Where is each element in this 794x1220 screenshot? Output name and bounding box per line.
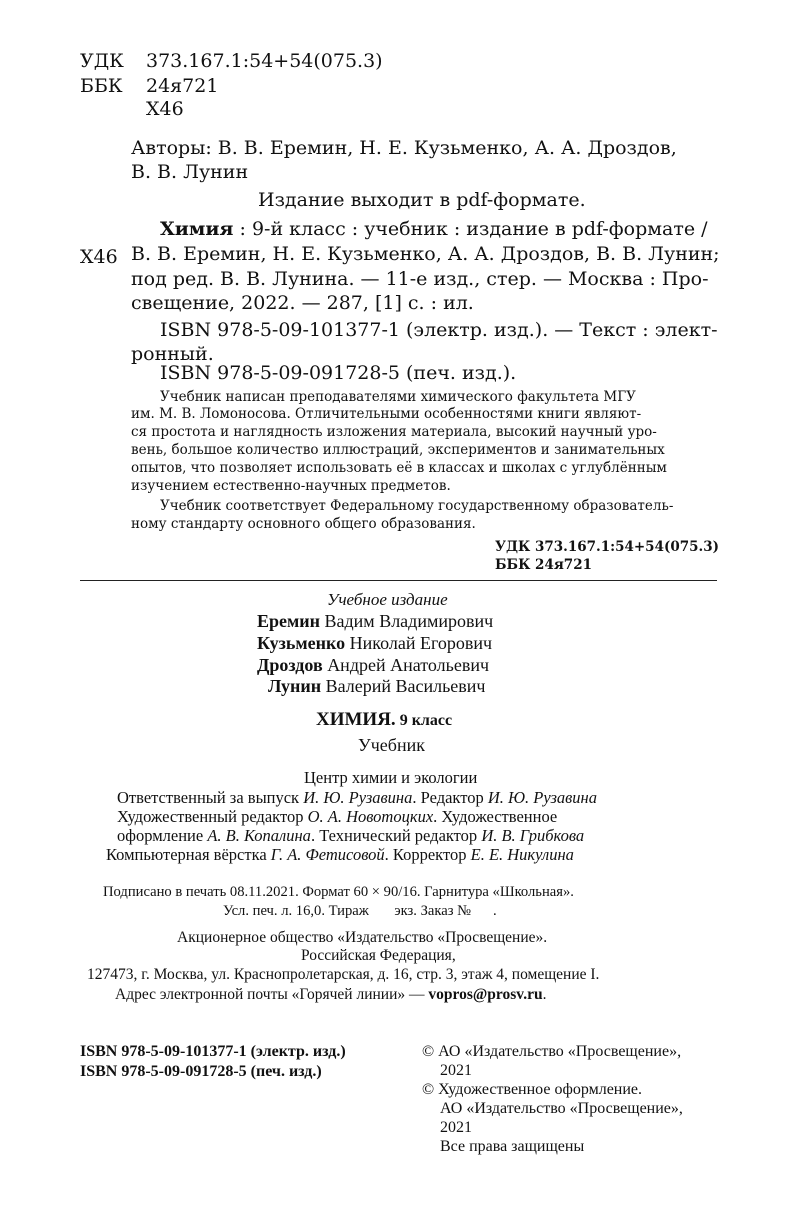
email-link[interactable]: vopros@prosv.ru <box>428 986 543 1003</box>
author-1 <box>257 611 493 632</box>
divider <box>80 580 717 581</box>
annotation-line-8: ному стандарту основного общего образования. <box>131 516 476 532</box>
annotation-line-3: ся простота и наглядность изложения материала, высокий научный уро- <box>131 424 657 440</box>
book-title <box>316 709 452 731</box>
catalog-mark: Х46 <box>80 246 118 268</box>
author-4-surname: Лунин <box>268 676 322 696</box>
bbk-label: ББК <box>80 75 123 97</box>
catalog-title: Химия <box>160 218 234 240</box>
annotation-line-4: вень, большое количество иллюстраций, экспериментов и занимательных <box>131 442 665 458</box>
staff-person: И. В. Грибкова <box>481 826 585 845</box>
annotation-line-5: опытов, что позволяет использовать её в классах и школах с углублённым <box>131 460 667 476</box>
staff-person: А. В. Копалина <box>207 826 311 845</box>
author-3-surname: Дроздов <box>257 655 323 675</box>
publisher-email-line <box>115 986 546 1004</box>
staff-person: Г. А. Фетисовой <box>270 845 385 864</box>
udk-label: УДК <box>80 50 124 72</box>
author-2-surname: Кузьменко <box>257 633 346 653</box>
print-info-line-1: Подписано в печать 08.11.2021. Формат 60 × 90/16. Гарнитура «Школьная». <box>103 884 574 900</box>
isbn-electronic-line-1: ISBN 978-5-09-101377-1 (электр. изд.). — Текст : элект- <box>160 319 718 341</box>
catalog-line-4: свещение, 2022. — 287, [1] с. : ил. <box>131 292 474 314</box>
edition-type: Учебное издание <box>327 590 448 609</box>
catalog-line-2: В. В. Еремин, Н. Е. Кузьменко, А. А. Дроздов, В. В. Лунин; <box>131 243 720 265</box>
staff-role: . Корректор <box>384 845 471 864</box>
author-2 <box>257 633 492 654</box>
staff-role: Художественный редактор <box>117 807 308 826</box>
author-3-name: Андрей Анатольевич <box>322 655 490 675</box>
staff-role: . Художественное <box>433 807 558 826</box>
annotation-line-1: Учебник написан преподавателями химического факультета МГУ <box>160 389 636 405</box>
authors-line-1: Авторы: В. В. Еремин, Н. Е. Кузьменко, А. А. Дроздов, <box>131 137 677 159</box>
author-4 <box>268 676 485 697</box>
center-name: Центр химии и экологии <box>304 768 478 787</box>
copyright-design-line-1: © Художественное оформление. <box>422 1081 643 1098</box>
catalog-line-3: под ред. В. В. Лунина. — 11-е изд., стер. — Москва : Про- <box>131 268 709 290</box>
book-kind: Учебник <box>358 735 425 755</box>
staff-person: О. А. Новотоцких <box>307 807 434 826</box>
book-title-main: ХИМИЯ. <box>316 709 396 730</box>
staff-role: . Технический редактор <box>310 826 482 845</box>
staff-line-1 <box>117 788 597 808</box>
authors-line-2: В. В. Лунин <box>131 161 249 183</box>
format-note: Издание выходит в pdf-формате. <box>258 189 586 211</box>
author-3 <box>257 655 489 676</box>
print-info-line-2: Усл. печ. л. 16,0. Тираж экз. Заказ № . <box>223 903 497 919</box>
bbk-value: 24я721 <box>146 75 219 97</box>
staff-line-2 <box>117 807 557 827</box>
staff-line-3 <box>117 826 584 846</box>
catalog-line-1 <box>160 218 708 240</box>
staff-person: И. Ю. Рузавина <box>303 788 413 807</box>
staff-role: оформление <box>117 826 208 845</box>
email-label: Адрес электронной почты «Горячей линии» — <box>115 986 429 1003</box>
publisher-line-1: Акционерное общество «Издательство «Просвещение». <box>177 929 548 946</box>
annotation-line-7: Учебник соответствует Федеральному государственному образователь- <box>160 498 674 514</box>
bottom-isbn-print: ISBN 978-5-09-091728-5 (печ. изд.) <box>80 1063 322 1080</box>
staff-role: . Редактор <box>412 788 488 807</box>
staff-person: Е. Е. Никулина <box>470 845 574 864</box>
copyright-design-year: 2021 <box>440 1119 472 1136</box>
author-mark: Х46 <box>146 98 184 120</box>
copyright-publisher-year: 2021 <box>440 1062 472 1079</box>
email-end: . <box>542 986 547 1003</box>
isbn-print: ISBN 978-5-09-091728-5 (печ. изд.). <box>160 362 517 384</box>
staff-role: Ответственный за выпуск <box>117 788 304 807</box>
author-1-surname: Еремин <box>257 611 321 631</box>
copyright-design-line-2: АО «Издательство «Просвещение», <box>440 1100 683 1117</box>
author-4-name: Валерий Васильевич <box>321 676 486 696</box>
bottom-isbn-electronic: ISBN 978-5-09-101377-1 (электр. изд.) <box>80 1043 346 1060</box>
author-2-name: Николай Егорович <box>345 633 493 653</box>
publisher-line-2: Российская Федерация, <box>301 947 456 964</box>
rights-reserved: Все права защищены <box>440 1138 585 1155</box>
footer-udk: УДК 373.167.1:54+54(075.3) <box>495 539 720 555</box>
annotation-line-2: им. М. В. Ломоносова. Отличительными особенностями книги являют- <box>131 406 642 422</box>
publisher-address: 127473, г. Москва, ул. Краснопролетарская, д. 16, стр. 3, этаж 4, помещение I. <box>87 966 600 983</box>
footer-bbk: ББК 24я721 <box>495 557 592 573</box>
annotation-line-6: изучением естественно-научных предметов. <box>131 478 451 494</box>
copyright-publisher-line-1: © АО «Издательство «Просвещение», <box>422 1043 682 1060</box>
staff-role: Компьютерная вёрстка <box>106 845 271 864</box>
isbn-electronic-line-2: ронный. <box>131 343 214 365</box>
author-1-name: Вадим Владимирович <box>320 611 494 631</box>
udk-value: 373.167.1:54+54(075.3) <box>146 50 383 72</box>
staff-person: И. Ю. Рузавина <box>487 788 597 807</box>
book-grade: 9 класс <box>395 712 453 729</box>
staff-line-4 <box>106 845 574 865</box>
catalog-line-1-rest: : 9-й класс : учебник : издание в pdf-формате / <box>233 218 708 240</box>
